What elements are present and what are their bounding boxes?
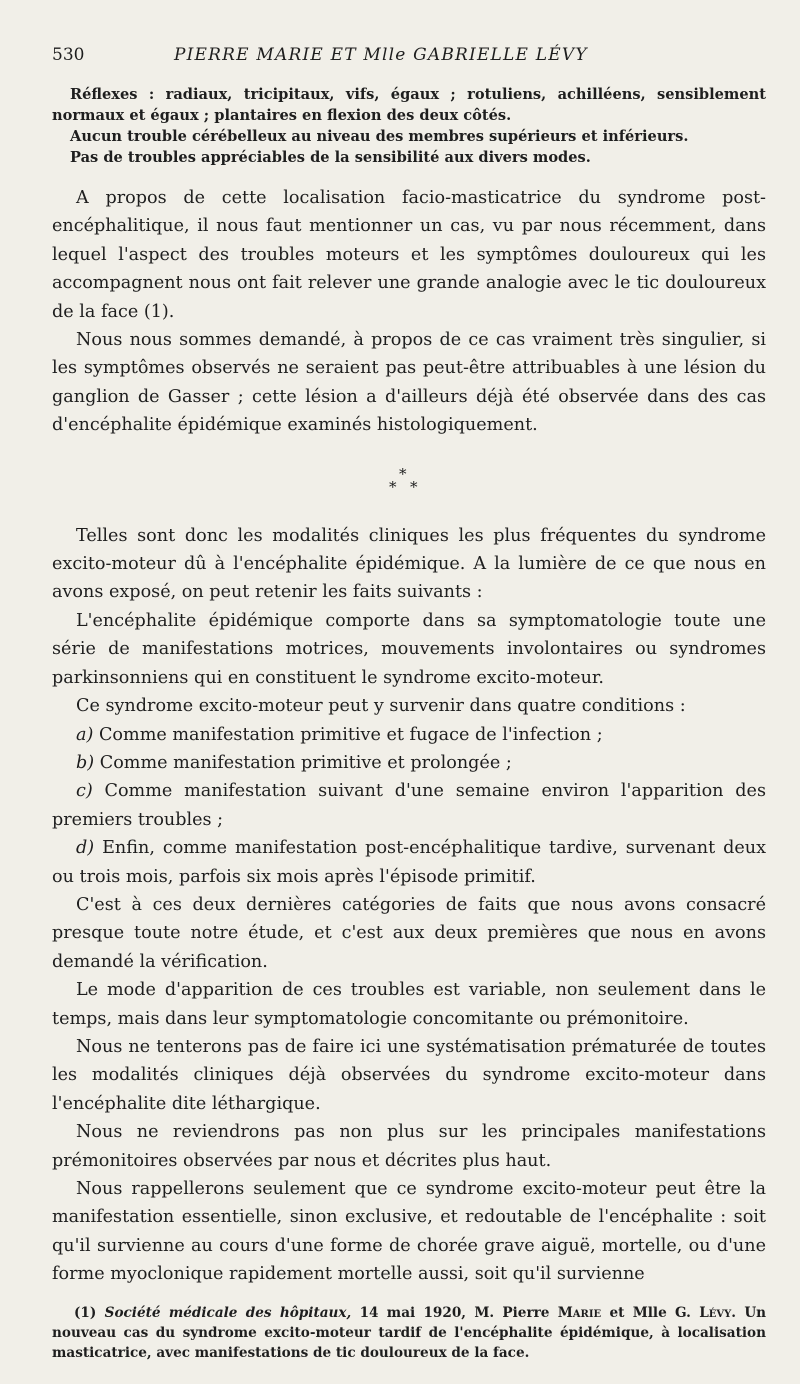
condition-item: b) Comme manifestation primitive et prolongée ; (76, 752, 512, 773)
paragraph: Telles sont donc les modalités cliniques les plus fréquentes du syndrome excito-moteur dû à l'encéphalite épidémique. A la lumière de ce que nous en avons exposé, on peut retenir les faits suivants : (52, 525, 766, 603)
case-note: Réflexes : radiaux, tricipitaux, vifs, égaux ; rotuliens, achilléens, sensiblement normaux et égaux ; plantaires en flexion des deux côtés. (52, 86, 766, 124)
case-note: Pas de troubles appréciables de la sensibilité aux divers modes. (70, 149, 591, 166)
paragraph: Nous ne reviendrons pas non plus sur les principales manifestations prémonitoires observées par nous et décrites plus haut. (52, 1122, 766, 1171)
footnote (52, 1303, 766, 1363)
page-header (52, 45, 752, 75)
paragraph: Nous ne tenterons pas de faire ici une systématisation prématurée de toutes les modalités cliniques déjà observées du syndrome excito-moteur dans l'encéphalite dite léthargique. (52, 1036, 766, 1114)
asterisk: * (399, 464, 407, 483)
paragraph: Nous rappellerons seulement que ce syndrome excito-moteur peut être la manifestation essentielle, sinon exclusive, et redoutable de l'encéphalite : soit qu'il survienne au cours d'une forme de chorée grave aiguë, mortelle, ou d'une forme myoclonique rapidement mortelle aussi, soit qu'il survienne (52, 1179, 766, 1285)
footnote-author: Marie (557, 1304, 602, 1321)
case-notes (52, 84, 766, 168)
condition-item: d) Enfin, comme manifestation post-encéphalitique tardive, survenant deux ou trois mois, parfois six mois après l'épisode primitif. (52, 838, 766, 887)
section-break (52, 440, 766, 522)
paragraph: C'est à ces deux dernières catégories de faits que nous avons consacré presque toute notre étude, et c'est aux deux premières que nous en avons demandé la vérification. (52, 894, 766, 972)
body-text (52, 184, 766, 1289)
condition-item: c) Comme manifestation suivant d'une semaine environ l'apparition des premiers troubles ; (52, 781, 766, 830)
paragraph: A propos de cette localisation facio-masticatrice du syndrome post-encéphalitique, il nous faut mentionner un cas, vu par nous récemment, dans lequel l'aspect des troubles moteurs et les symptômes douloureux qui les accompagnent nous ont fait relever une grande analogie avec le tic douloureux de la face (1). (52, 188, 766, 322)
paragraph: L'encéphalite épidémique comporte dans sa symptomatologie toute une série de manifestations motrices, mouvements involontaires ou syndromes parkinsonniens qui en constituent le syndrome excito-moteur. (52, 610, 766, 688)
footnote-marker: (1) (74, 1304, 97, 1321)
footnote-date: 14 mai 1920, M. Pierre (359, 1304, 550, 1321)
case-note: Aucun trouble cérébelleux au niveau des membres supérieurs et inférieurs. (70, 128, 689, 145)
main-text (52, 84, 766, 1363)
footnote-author: Lévy. (699, 1304, 737, 1321)
paragraph: Le mode d'apparition de ces troubles est variable, non seulement dans le temps, mais dans leur symptomatologie concomitante ou prémonitoire. (52, 980, 766, 1029)
asterisk: * (389, 477, 397, 496)
footnote-journal: Société médicale des hôpitaux, (104, 1304, 352, 1321)
asterisk: * (410, 477, 418, 496)
paragraph: Ce syndrome excito-moteur peut y survenir dans quatre conditions : (76, 696, 686, 717)
page-number: 530 (52, 45, 85, 65)
running-title: PIERRE MARIE ET Mlle GABRIELLE LÉVY (174, 45, 588, 65)
condition-item: a) Comme manifestation primitive et fugace de l'infection ; (76, 724, 603, 745)
footnote-text: Un nouveau cas du syndrome excito-moteur tardif de l'encéphalite épidémique, à localisation masticatrice, avec manifestations de tic douloureux de la face. (52, 1304, 767, 1361)
footnote-connector: et Mlle G. (609, 1304, 691, 1321)
paragraph: Nous nous sommes demandé, à propos de ce cas vraiment très singulier, si les symptômes observés ne seraient pas peut-être attribuables à une lésion du ganglion de Gasser ; cette lésion a d'ailleurs déjà été observée dans des cas d'encéphalite épidémique examinés histologiquement. (52, 330, 766, 436)
